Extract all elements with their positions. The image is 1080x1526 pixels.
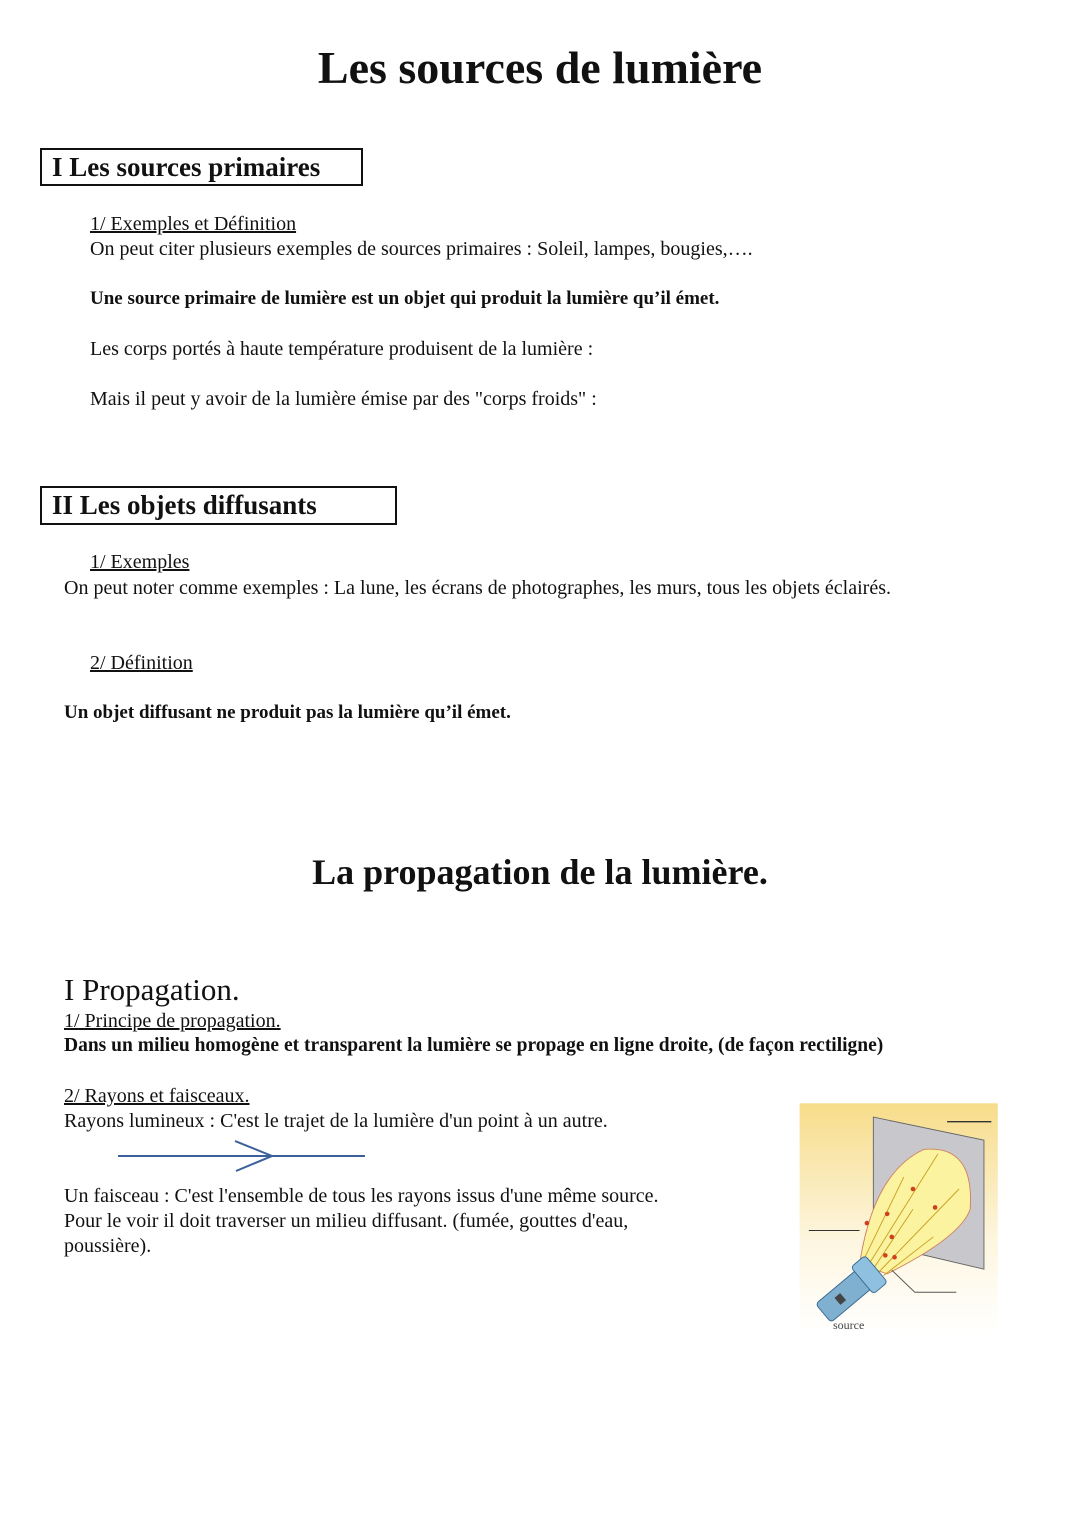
subheading: 2/ Définition bbox=[90, 652, 193, 674]
definition: Une source primaire de lumière est un objet qui produit la lumière qu’il émet. bbox=[90, 288, 720, 309]
flashlight-beam-figure bbox=[795, 1096, 1007, 1341]
subheading: 1/ Exemples et Définition bbox=[90, 213, 297, 235]
subheading: 1/ Principe de propagation. bbox=[64, 1010, 281, 1032]
flashlight-illustration bbox=[795, 1096, 1007, 1341]
paragraph: Mais il peut y avoir de la lumière émise par des "corps froids" : bbox=[90, 388, 597, 410]
paragraph: poussière). bbox=[64, 1235, 152, 1257]
principle: Dans un milieu homogène et transparent la lumière se propage en ligne droite, (de façon rectiligne) bbox=[64, 1035, 884, 1056]
section-heading-propagation: I Propagation. bbox=[64, 972, 240, 1007]
figure-label-source: source bbox=[833, 1318, 865, 1332]
subheading: 2/ Rayons et faisceaux. bbox=[64, 1085, 250, 1107]
paragraph: Les corps portés à haute température produisent de la lumière : bbox=[90, 338, 594, 360]
section-heading-primary-sources: I Les sources primaires bbox=[40, 148, 363, 186]
paragraph: Pour le voir il doit traverser un milieu diffusant. (fumée, gouttes d'eau, bbox=[64, 1210, 629, 1232]
page-title-2: La propagation de la lumière. bbox=[312, 852, 768, 892]
paragraph: On peut noter comme exemples : La lune, les écrans de photographes, les murs, tous les objets éclairés. bbox=[64, 577, 891, 599]
paragraph: Rayons lumineux : C'est le trajet de la lumière d'un point à un autre. bbox=[64, 1110, 608, 1132]
section-heading-diffusing-objects: II Les objets diffusants bbox=[40, 486, 397, 525]
paragraph: On peut citer plusieurs exemples de sources primaires : Soleil, lampes, bougies,…. bbox=[90, 238, 753, 260]
subheading: 1/ Exemples bbox=[90, 551, 190, 573]
page-title: Les sources de lumière bbox=[317, 42, 763, 93]
paragraph: Un faisceau : C'est l'ensemble de tous les rayons issus d'une même source. bbox=[64, 1185, 659, 1207]
ray-arrow-icon bbox=[110, 1136, 380, 1176]
definition: Un objet diffusant ne produit pas la lumière qu’il émet. bbox=[64, 702, 511, 723]
